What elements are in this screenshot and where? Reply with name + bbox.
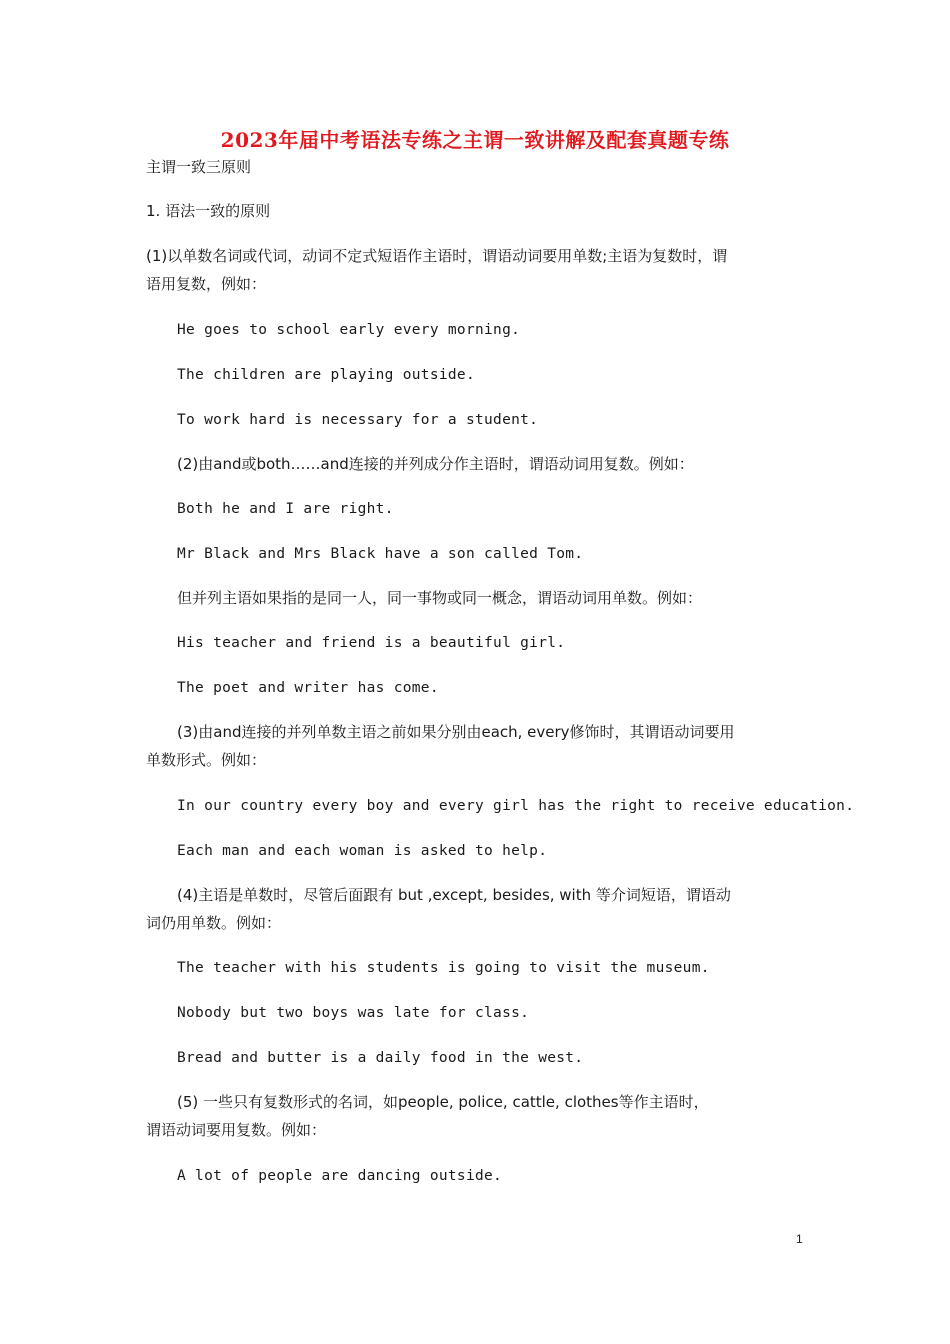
section-heading: 1. 语法一致的原则 xyxy=(146,202,271,220)
rule-5-text-line-1: (5) 一些只有复数形式的名词，如people, police, cattle, clothes等作主语时， xyxy=(177,1093,709,1111)
example-sentence: He goes to school early every morning. xyxy=(177,322,521,338)
rule-1-text-line-2: 语用复数，例如： xyxy=(146,275,267,293)
example-sentence: His teacher and friend is a beautiful girl. xyxy=(177,635,566,651)
page-number: 1 xyxy=(796,1232,803,1246)
rule-2-note: 但并列主语如果指的是同一人，同一事物或同一概念，谓语动词用单数。例如： xyxy=(177,589,703,607)
example-sentence: In our country every boy and every girl has the right to receive education. xyxy=(177,798,855,814)
example-sentence: A lot of people are dancing outside. xyxy=(177,1168,503,1184)
subtitle: 主谓一致三原则 xyxy=(146,158,252,176)
rule-3-text-line-2: 单数形式。例如： xyxy=(146,751,267,769)
rule-4-text-line-2: 词仍用单数。例如： xyxy=(146,914,282,932)
document-title: 2023年届中考语法专练之主谓一致讲解及配套真题专练 xyxy=(220,128,730,152)
rule-2-text: (2)由and或both……and连接的并列成分作主语时，谓语动词用复数。例如： xyxy=(177,455,694,473)
example-sentence: The children are playing outside. xyxy=(177,367,475,383)
example-sentence: Mr Black and Mrs Black have a son called Tom. xyxy=(177,546,584,562)
example-sentence: To work hard is necessary for a student. xyxy=(177,412,539,428)
example-sentence: The teacher with his students is going to visit the museum. xyxy=(177,960,710,976)
example-sentence: Each man and each woman is asked to help. xyxy=(177,843,548,859)
rule-4-text-line-1: (4)主语是单数时，尽管后面跟有 but ,except, besides, with 等介词短语，谓语动 xyxy=(177,886,731,904)
example-sentence: Bread and butter is a daily food in the west. xyxy=(177,1050,584,1066)
example-sentence: Both he and I are right. xyxy=(177,501,394,517)
example-sentence: The poet and writer has come. xyxy=(177,680,439,696)
rule-5-text-line-2: 谓语动词要用复数。例如： xyxy=(146,1121,327,1139)
rule-3-text-line-1: (3)由and连接的并列单数主语之前如果分别由each, every修饰时，其谓语动词要用 xyxy=(177,723,735,741)
example-sentence: Nobody but two boys was late for class. xyxy=(177,1005,530,1021)
rule-1-text-line-1: (1)以单数名词或代词，动词不定式短语作主语时，谓语动词要用单数;主语为复数时，谓 xyxy=(146,247,728,265)
